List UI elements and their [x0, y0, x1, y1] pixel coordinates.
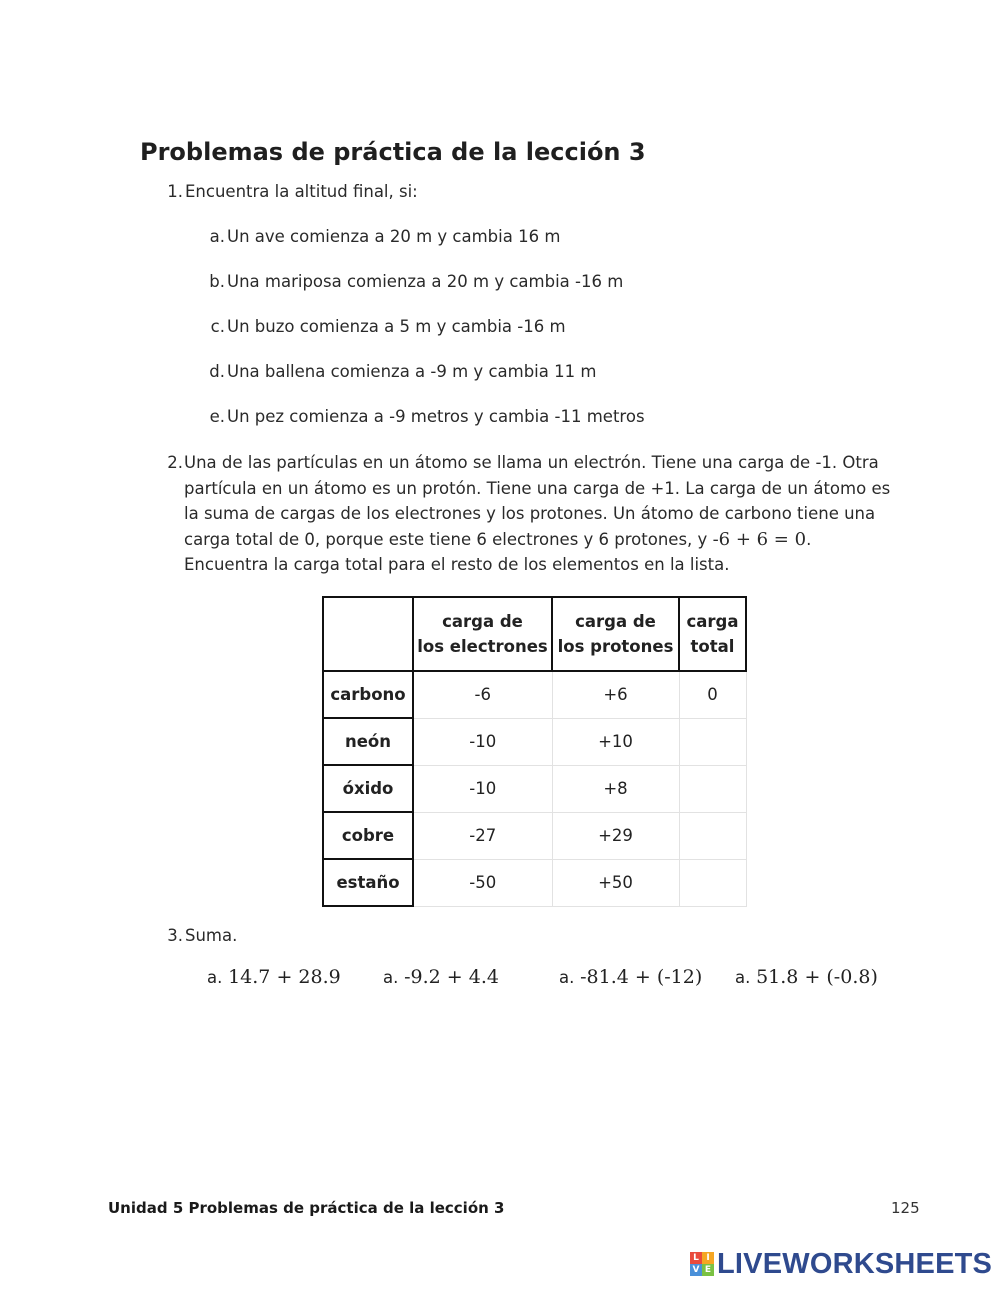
total-charge-cell: 0	[679, 671, 746, 718]
total-charge-input[interactable]	[679, 718, 746, 765]
header-electrons	[413, 597, 552, 671]
problem-number: 2.	[167, 453, 183, 472]
header-line: carga	[686, 611, 739, 631]
problem-number: 3.	[167, 926, 183, 945]
logo-text: LIVEWORKSHEETS	[717, 1247, 993, 1280]
problem-number: 1.	[167, 182, 183, 201]
problem-1-prompt	[163, 179, 418, 205]
element-name: óxido	[323, 765, 413, 812]
proton-charge: +8	[552, 765, 679, 812]
item-letter: a.	[735, 968, 751, 987]
item-letter: a.	[207, 968, 223, 987]
sum-expression: -81.4 + (-12)	[580, 966, 703, 988]
header-total	[679, 597, 746, 671]
sum-expression: -9.2 + 4.4	[404, 966, 499, 988]
item-text: Un buzo comienza a 5 m y cambia -16 m	[227, 317, 566, 336]
sum-item-3	[559, 966, 702, 988]
item-letter: a.	[559, 968, 575, 987]
page-number: 125	[891, 1199, 920, 1217]
sum-item-1	[207, 966, 341, 988]
item-letter: b.	[209, 272, 225, 291]
item-text: Una ballena comienza a -9 m y cambia 11 m	[227, 362, 597, 381]
problem-2-text	[184, 450, 893, 578]
liveworksheets-logo[interactable]	[690, 1247, 992, 1281]
proton-charge: +6	[552, 671, 679, 718]
table-row	[323, 859, 746, 906]
header-line: los electrones	[417, 637, 548, 656]
table-row	[323, 718, 746, 765]
header-protons	[552, 597, 679, 671]
header-line: carga de	[442, 611, 523, 631]
table-corner-cell	[323, 597, 413, 671]
logo-mark-letter: I	[702, 1252, 714, 1264]
logo-mark-icon	[690, 1252, 714, 1276]
problem-text: Una de las partículas en un átomo se llama un electrón. Tiene una carga de -1. Otra partícula en un átomo es un protón. Tiene una carga de +1. La carga de un átomo es la suma de cargas de los electrones y los protones. Un átomo de carbono tiene una carga total de 0, porque este tiene 6 electrones y 6 protones, y	[184, 453, 891, 549]
page-title: Problemas de práctica de la lección 3	[140, 138, 646, 166]
item-text: Una mariposa comienza a 20 m y cambia -16 m	[227, 272, 624, 291]
problem-3-prompt	[163, 923, 237, 949]
total-charge-input[interactable]	[679, 812, 746, 859]
footer-unit-title: Unidad 5 Problemas de práctica de la lección 3	[108, 1199, 505, 1217]
charge-table	[322, 596, 747, 907]
header-line: los protones	[557, 637, 674, 656]
table-row	[323, 765, 746, 812]
proton-charge: +10	[552, 718, 679, 765]
item-letter: a.	[383, 968, 399, 987]
item-letter: d.	[209, 362, 225, 381]
item-letter: a.	[209, 227, 225, 246]
element-name: estaño	[323, 859, 413, 906]
problem-1-item-e	[205, 404, 645, 430]
electron-charge: -6	[413, 671, 552, 718]
table-row	[323, 812, 746, 859]
table-row	[323, 671, 746, 718]
header-line: carga de	[575, 611, 656, 631]
electron-charge: -10	[413, 718, 552, 765]
electron-charge: -27	[413, 812, 552, 859]
logo-mark-letter: L	[690, 1252, 702, 1264]
item-text: Un pez comienza a -9 metros y cambia -11 metros	[227, 407, 645, 426]
problem-text-end: . Encuentra la carga total para el resto de los elementos en la lista.	[184, 529, 812, 574]
problem-2	[163, 450, 893, 578]
problem-1-item-d	[205, 359, 596, 385]
header-line: total	[690, 637, 735, 656]
item-letter: e.	[209, 407, 225, 426]
problem-text: Encuentra la altitud final, si:	[185, 182, 418, 201]
sum-item-4	[735, 966, 878, 988]
problem-text: Suma.	[185, 926, 238, 945]
problem-1-item-a	[205, 224, 560, 250]
element-name: neón	[323, 718, 413, 765]
electron-charge: -50	[413, 859, 552, 906]
item-letter: c.	[210, 317, 225, 336]
element-name: cobre	[323, 812, 413, 859]
sum-item-2	[383, 966, 499, 988]
problem-1-item-c	[205, 314, 566, 340]
equation: -6 + 6 = 0	[712, 528, 807, 550]
logo-mark-letter: E	[702, 1264, 714, 1276]
element-name: carbono	[323, 671, 413, 718]
item-text: Un ave comienza a 20 m y cambia 16 m	[227, 227, 561, 246]
electron-charge: -10	[413, 765, 552, 812]
problem-1-item-b	[205, 269, 623, 295]
logo-mark-letter: V	[690, 1264, 702, 1276]
table-header-row	[323, 597, 746, 671]
sum-expression: 14.7 + 28.9	[228, 966, 341, 988]
total-charge-input[interactable]	[679, 859, 746, 906]
sum-expression: 51.8 + (-0.8)	[756, 966, 878, 988]
proton-charge: +50	[552, 859, 679, 906]
total-charge-input[interactable]	[679, 765, 746, 812]
proton-charge: +29	[552, 812, 679, 859]
